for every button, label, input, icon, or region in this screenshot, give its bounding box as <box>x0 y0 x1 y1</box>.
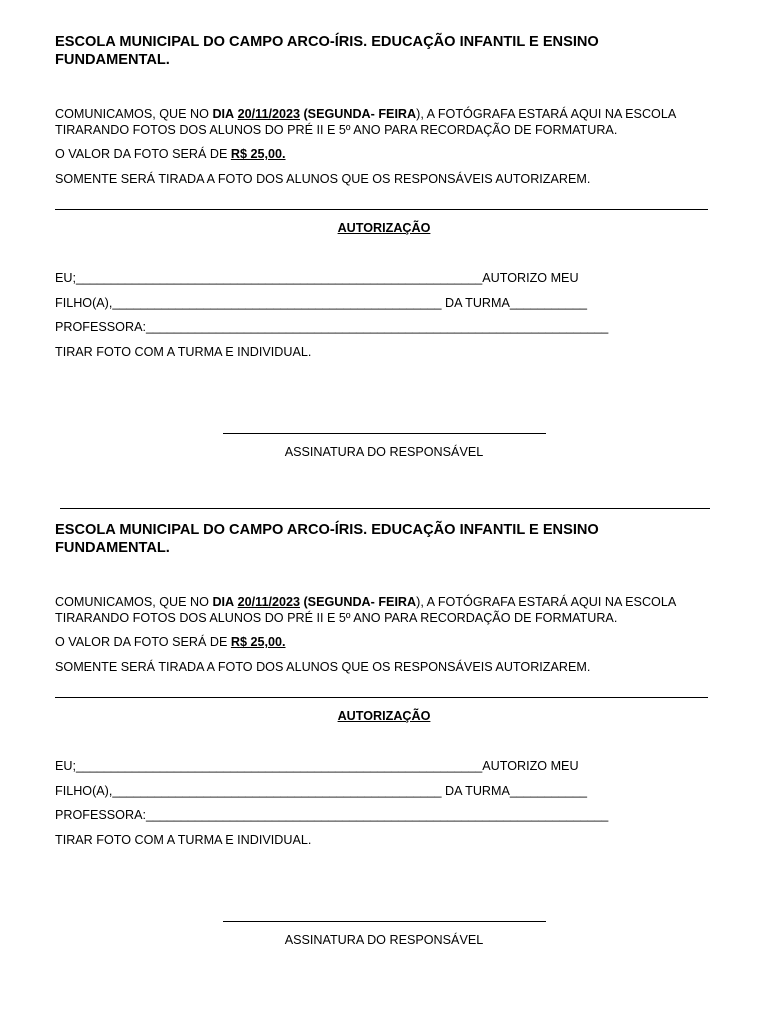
photo-price <box>55 147 286 163</box>
guardian-name-line[interactable]: EU;__________________________________________________________AUTORIZO MEU <box>55 759 579 773</box>
signature-label: ASSINATURA DO RESPONSÁVEL <box>284 445 484 459</box>
notice-weekday: (SEGUNDA- FEIRA <box>299 595 417 609</box>
school-title: ESCOLA MUNICIPAL DO CAMPO ARCO-ÍRIS. EDUCAÇÃO INFANTIL E ENSINO FUNDAMENTAL. <box>55 522 599 556</box>
school-title: ESCOLA MUNICIPAL DO CAMPO ARCO-ÍRIS. EDUCAÇÃO INFANTIL E ENSINO FUNDAMENTAL. <box>55 34 599 68</box>
photo-type-text: TIRAR FOTO COM A TURMA E INDIVIDUAL. <box>55 833 312 847</box>
price-value: R$ 25,00. <box>230 147 286 161</box>
notice-part1: COMUNICAMOS, QUE NO <box>55 107 213 121</box>
child-class-line[interactable]: FILHO(A),_______________________________________________ DA TURMA___________ <box>55 784 587 798</box>
notice-dia-label: DIA <box>212 595 235 609</box>
signature-line[interactable] <box>223 921 546 922</box>
price-prefix: O VALOR DA FOTO SERÁ DE <box>55 147 231 161</box>
authorization-condition: SOMENTE SERÁ TIRADA A FOTO DOS ALUNOS QUE OS RESPONSÁVEIS AUTORIZAREM. <box>55 660 591 674</box>
notice-part2: ), A FOTÓGRAFA ESTARÁ AQUI NA ESCOLA TIRARANDO FOTOS DOS ALUNOS DO PRÉ II E 5º ANO PARA RECORDAÇÃO DE FORMATURA. <box>55 107 676 137</box>
signature-label: ASSINATURA DO RESPONSÁVEL <box>284 933 484 947</box>
authorization-slip-2 <box>0 488 768 976</box>
authorization-slip-1 <box>0 0 768 488</box>
photo-notice <box>55 107 715 138</box>
photo-price <box>55 635 286 651</box>
teacher-line[interactable]: PROFESSORA:__________________________________________________________________ <box>55 320 609 334</box>
authorization-title: AUTORIZAÇÃO <box>337 709 431 723</box>
child-class-line[interactable]: FILHO(A),_______________________________________________ DA TURMA___________ <box>55 296 587 310</box>
notice-weekday: (SEGUNDA- FEIRA <box>299 107 417 121</box>
notice-part2: ), A FOTÓGRAFA ESTARÁ AQUI NA ESCOLA TIRARANDO FOTOS DOS ALUNOS DO PRÉ II E 5º ANO PARA RECORDAÇÃO DE FORMATURA. <box>55 595 676 625</box>
notice-date: 20/11/2023 <box>237 107 300 121</box>
photo-type-text: TIRAR FOTO COM A TURMA E INDIVIDUAL. <box>55 345 312 359</box>
signature-line[interactable] <box>223 433 546 434</box>
notice-part1: COMUNICAMOS, QUE NO <box>55 595 213 609</box>
guardian-name-line[interactable]: EU;__________________________________________________________AUTORIZO MEU <box>55 271 579 285</box>
notice-dia-label: DIA <box>212 107 235 121</box>
notice-date: 20/11/2023 <box>237 595 300 609</box>
photo-notice <box>55 595 715 626</box>
teacher-line[interactable]: PROFESSORA:__________________________________________________________________ <box>55 808 609 822</box>
price-value: R$ 25,00. <box>230 635 286 649</box>
authorization-title: AUTORIZAÇÃO <box>337 221 431 235</box>
divider-line <box>55 697 708 698</box>
divider-line <box>55 209 708 210</box>
price-prefix: O VALOR DA FOTO SERÁ DE <box>55 635 231 649</box>
authorization-condition: SOMENTE SERÁ TIRADA A FOTO DOS ALUNOS QUE OS RESPONSÁVEIS AUTORIZAREM. <box>55 172 591 186</box>
